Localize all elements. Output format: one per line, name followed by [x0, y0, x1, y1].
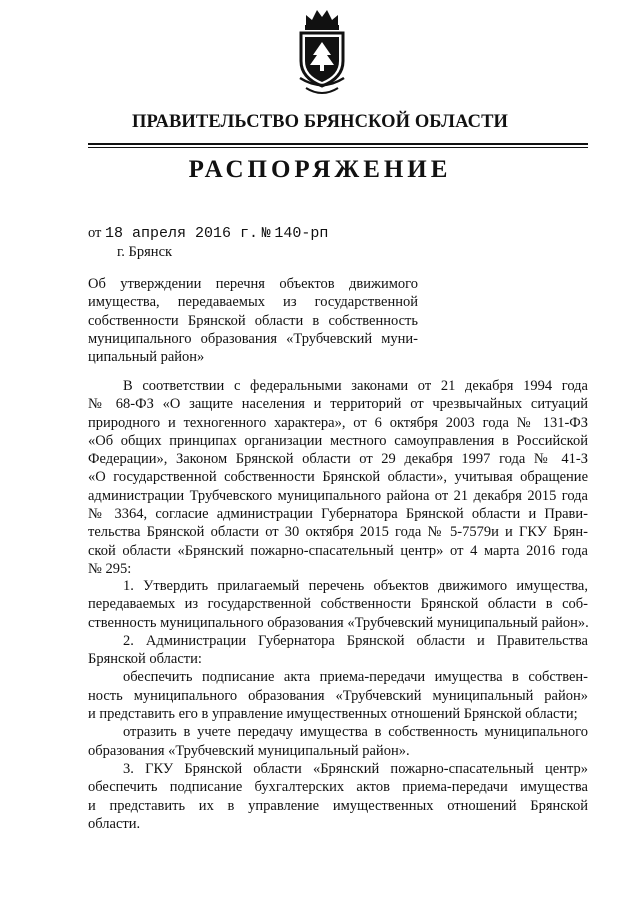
- preamble-line: «Об общих принципах организации местного самоуправления в Российской: [88, 432, 588, 449]
- header-rule: [88, 143, 588, 145]
- document-number: 140-рп: [274, 225, 329, 242]
- order-item-line: ственность муниципального образования «Трубчевский муниципальный район».: [88, 614, 589, 631]
- order-item-line: 3. ГКУ Брянской области «Брянский пожарно-спасательный центр»: [123, 760, 588, 777]
- order-item-line: обеспечить подписание бухгалтерских актов приема-передачи имущества: [88, 779, 588, 796]
- header-rule-thin: [88, 147, 588, 148]
- preamble-paragraph: [88, 377, 588, 578]
- document-type-title: РАСПОРЯЖЕНИЕ: [188, 156, 452, 183]
- number-prefix: №: [261, 225, 271, 242]
- preamble-line: В соответствии с федеральными законами от 21 декабря 1994 года: [123, 378, 588, 394]
- organization-name: ПРАВИТЕЛЬСТВО БРЯНСКОЙ ОБЛАСТИ: [131, 112, 508, 132]
- order-item-line: и представить их в управление имущественных отношений Брянской: [88, 797, 588, 814]
- preamble-line: ской области «Брянский пожарно-спасательный центр» от 4 марта 2016 года: [88, 542, 588, 559]
- order-item-line: 1. Утвердить прилагаемый перечень объектов движимого имущества,: [123, 578, 588, 594]
- order-item-line: передаваемых из государственной собственности Брянской области в соб-: [88, 596, 588, 613]
- subject-line: имущества, передаваемых из государственной: [88, 294, 418, 311]
- preamble-line: природного и техногенного характера», от 6 октября 2003 года № 131-ФЗ: [88, 414, 588, 431]
- subject-line: муниципального образования «Трубчевский муни-: [88, 330, 418, 347]
- preamble-line: администрации Трубчевского муниципального района от 21 декабря 2015 года: [88, 487, 588, 504]
- document-place: г. Брянск: [117, 244, 173, 260]
- order-item-line: отразить в учете передачу имущества в собственность муниципального: [123, 724, 588, 741]
- subject-line: ципальный район»: [88, 349, 205, 366]
- order-item-line: ность муниципального образования «Трубчевский муниципальный район»: [88, 687, 588, 704]
- order-item-line: Брянской области:: [88, 651, 202, 668]
- subject-line: собственности Брянской области в собственность: [88, 312, 418, 329]
- preamble-line: Федерации», Законом Брянской области от 29 декабря 1997 года № 41-З: [88, 451, 588, 468]
- preamble-line: № 3364, согласие администрации Губернатора Брянской области и Прави-: [88, 506, 588, 523]
- date-prefix: от: [88, 225, 102, 241]
- date-number-line: [88, 225, 328, 242]
- preamble-line: № 68-ФЗ «О защите населения и территорий от чрезвычайных ситуаций: [88, 396, 588, 413]
- document-date: 18 апреля 2016 г.: [105, 225, 259, 242]
- order-item-line: 2. Администрации Губернатора Брянской области и Правительства: [123, 632, 588, 649]
- preamble-line: «О государственной собственности Брянской области», учитывая обращение: [88, 469, 588, 486]
- order-item-line: образования «Трубчевский муниципальный район».: [88, 742, 410, 759]
- order-item-line: обеспечить подписание акта приема-передачи имущества в собствен-: [123, 669, 588, 686]
- subject-line: Об утверждении перечня объектов движимого: [88, 276, 418, 292]
- document-subject: [88, 275, 418, 366]
- order-items: [88, 577, 588, 833]
- preamble-line: № 295:: [88, 560, 132, 577]
- coat-of-arms-icon: [292, 6, 352, 102]
- order-item-line: области.: [88, 815, 141, 832]
- order-item-line: и представить его в управление имущественных отношений Брянской области;: [88, 706, 578, 723]
- preamble-line: тельства Брянской области от 30 октября 2015 года № 5-7579и и ГКУ Брян-: [88, 524, 588, 541]
